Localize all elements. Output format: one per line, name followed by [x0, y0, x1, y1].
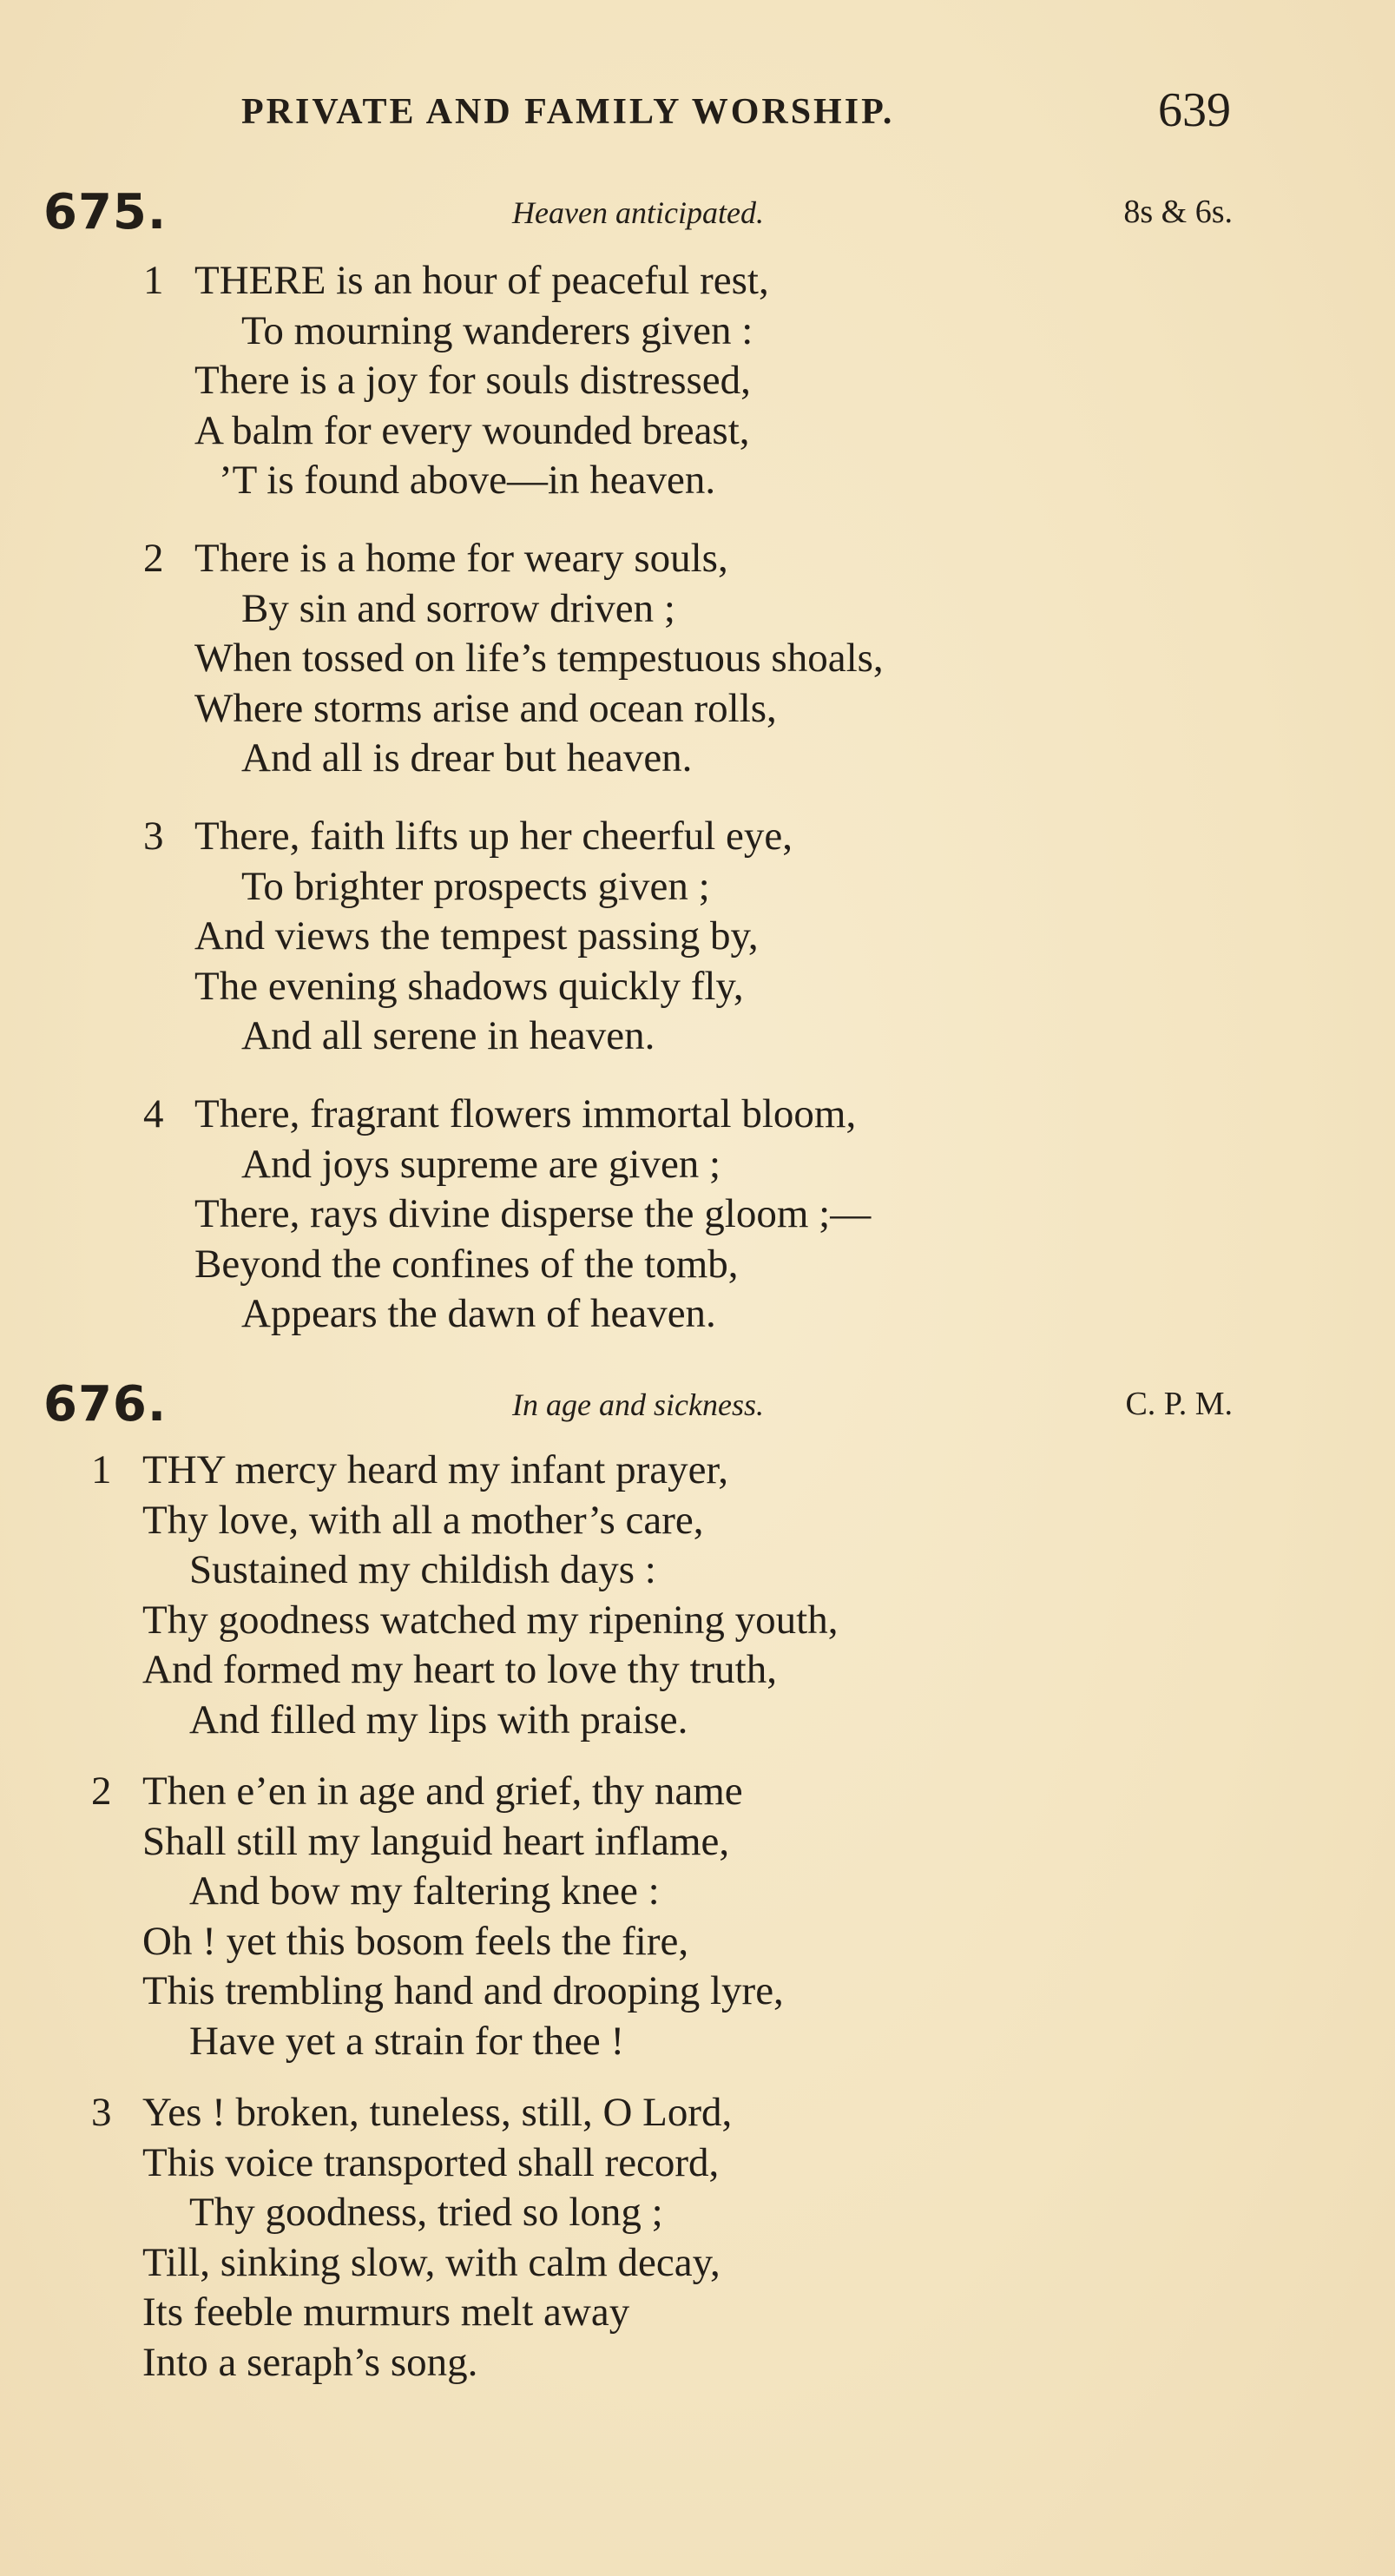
hymn-676-stanza-3: [91, 2088, 1306, 2388]
stanza-line: There, fragrant flowers immortal bloom,: [194, 1091, 857, 1136]
stanza-number: 2: [91, 1769, 112, 1814]
stanza-line: Oh ! yet this bosom feels the fire,: [142, 1918, 689, 1964]
stanza-number: 3: [91, 2090, 112, 2135]
hymn-675-stanza-2: [143, 534, 1359, 784]
stanza-line: And filled my lips with praise.: [189, 1696, 688, 1743]
stanza-line: ’T is found above—in heaven.: [219, 458, 716, 503]
hymn-number: 676.: [43, 1376, 168, 1433]
stanza-line: A balm for every wounded breast,: [194, 407, 750, 453]
running-head: PRIVATE AND FAMILY WORSHIP.: [241, 92, 895, 132]
stanza-number: 4: [143, 1091, 164, 1136]
stanza-line: Thy goodness, tried so long ;: [189, 2190, 663, 2235]
stanza-line: To brighter prospects given ;: [241, 863, 710, 909]
stanza-line: And joys supreme are given ;: [241, 1141, 721, 1187]
hymn-title: Heaven anticipated.: [512, 195, 764, 230]
stanza-line: Thy love, with all a mother’s care,: [142, 1497, 704, 1543]
stanza-line: Have yet a strain for thee !: [189, 2018, 625, 2064]
stanza-number: 1: [143, 258, 164, 303]
stanza-line: Appears the dawn of heaven.: [241, 1291, 716, 1336]
stanza-line: And all is drear but heaven.: [241, 735, 693, 781]
hymn-675-stanza-1: [143, 256, 1359, 506]
page-header: [241, 82, 1231, 152]
stanza-line: There, rays divine disperse the gloom ;—: [194, 1191, 872, 1236]
stanza-line: Thy goodness watched my ripening youth,: [142, 1597, 839, 1643]
stanza-line: Till, sinking slow, with calm decay,: [142, 2239, 721, 2285]
hymn-meter: C. P. M.: [1125, 1386, 1233, 1422]
stanza-line: To mourning wanderers given :: [241, 307, 753, 353]
stanza-line: The evening shadows quickly fly,: [194, 963, 744, 1009]
stanza-line: Into a seraph’s song.: [142, 2339, 478, 2385]
stanza-line: And bow my faltering knee :: [189, 1868, 660, 1914]
stanza-line: There, faith lifts up her cheerful eye,: [194, 814, 793, 859]
hymn-676-stanza-2: [91, 1767, 1306, 2066]
stanza-number: 2: [143, 536, 164, 581]
hymn-676-stanza-1: [91, 1446, 1306, 1745]
stanza-line: And formed my heart to love thy truth,: [142, 1647, 777, 1692]
stanza-line: THERE is an hour of peaceful rest,: [194, 258, 769, 303]
stanza-line: Beyond the confines of the tomb,: [194, 1241, 739, 1287]
stanza-line: Sustained my childish days :: [189, 1547, 656, 1592]
hymn-675-stanza-3: [143, 812, 1359, 1062]
stanza-line: And all serene in heaven.: [241, 1013, 655, 1058]
stanza-line: Yes ! broken, tuneless, still, O Lord,: [142, 2090, 733, 2135]
hymn-title: In age and sickness.: [512, 1387, 764, 1422]
stanza-line: This voice transported shall record,: [142, 2139, 720, 2185]
stanza-line: When tossed on life’s tempestuous shoals,: [194, 636, 884, 681]
hymn-number: 675.: [43, 184, 168, 240]
stanza-line: Its feeble murmurs melt away: [142, 2289, 630, 2335]
stanza-line: Shall still my languid heart inflame,: [142, 1818, 730, 1864]
hymn-meter: 8s & 6s.: [1123, 194, 1233, 230]
stanza-line: By sin and sorrow driven ;: [241, 585, 675, 631]
hymn-675-heading: [43, 184, 1233, 240]
stanza-line: There is a home for weary souls,: [194, 536, 728, 581]
stanza-line: There is a joy for souls distressed,: [194, 358, 751, 403]
stanza-number: 3: [143, 814, 164, 859]
stanza-number: 1: [91, 1447, 112, 1492]
stanza-line: THY mercy heard my infant prayer,: [142, 1447, 728, 1492]
stanza-line: Where storms arise and ocean rolls,: [194, 685, 777, 731]
stanza-line: Then e’en in age and grief, thy name: [142, 1769, 743, 1814]
hymn-676-heading: [43, 1376, 1233, 1432]
stanza-line: And views the tempest passing by,: [194, 913, 759, 959]
page-number: 639: [1158, 83, 1231, 137]
hymn-675-stanza-4: [143, 1090, 1359, 1340]
stanza-line: This trembling hand and drooping lyre,: [142, 1968, 784, 2013]
